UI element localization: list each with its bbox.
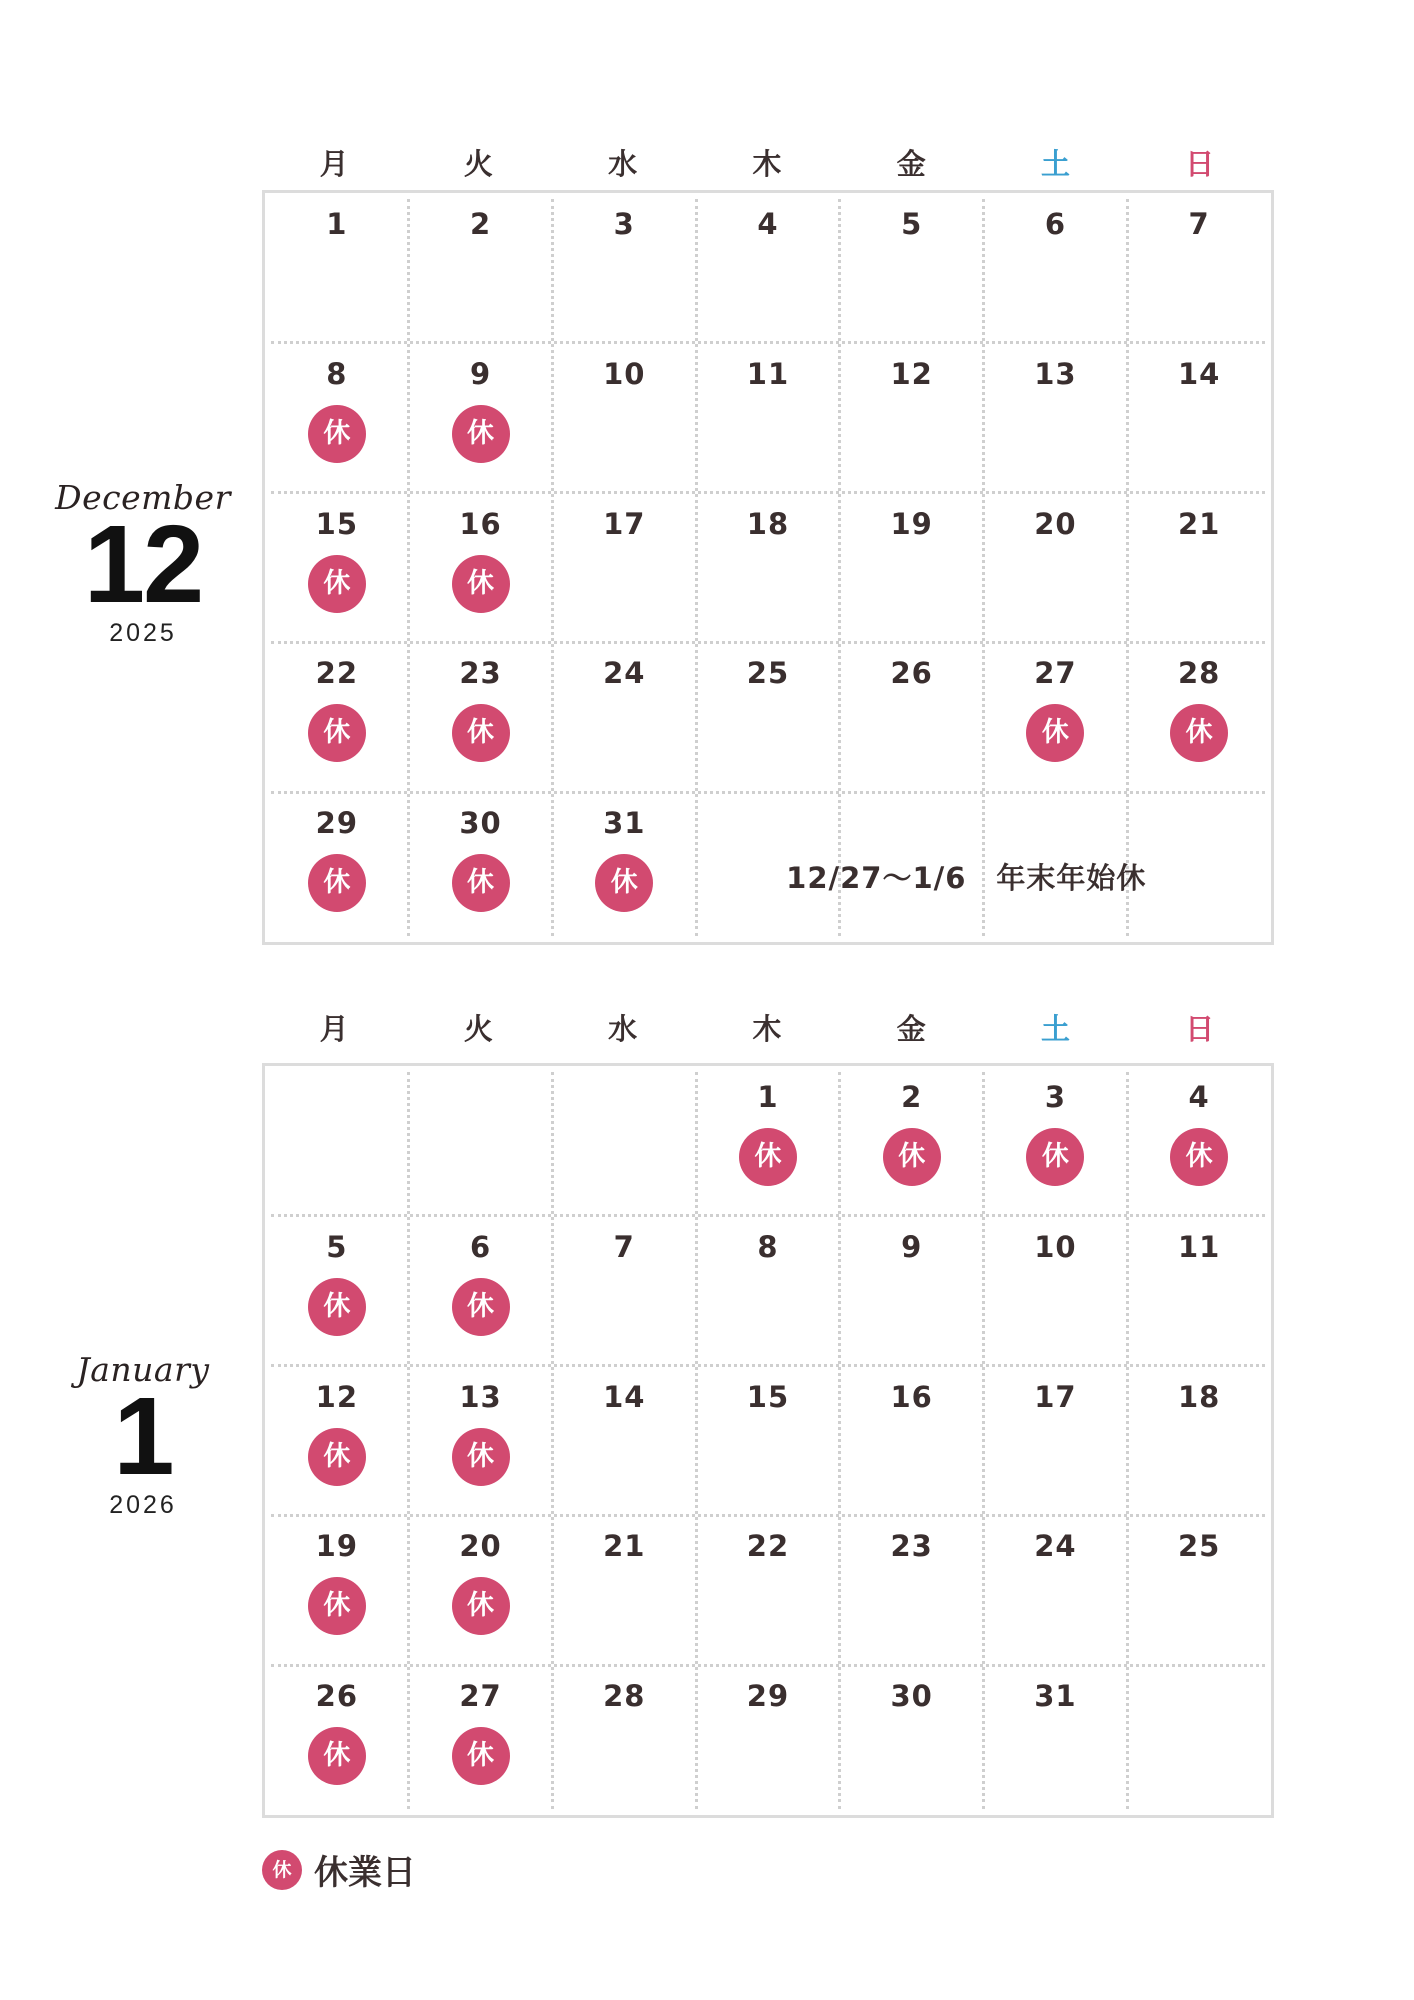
day-cell [696, 193, 840, 343]
day-number: 19 [890, 506, 933, 541]
weekday-sat: 土 [1040, 147, 1070, 181]
day-cell [840, 1216, 984, 1366]
day-number: 15 [315, 506, 359, 541]
day-number: 31 [603, 806, 646, 841]
day-cell [696, 493, 840, 643]
day-cell [696, 642, 840, 792]
weekday-wed: 水 [608, 147, 638, 181]
day-number: 1 [757, 1080, 779, 1114]
weekday-mon: 月 [319, 147, 349, 181]
day-number: 18 [746, 506, 790, 541]
weekday-fri: 金 [896, 1012, 926, 1046]
day-number: 17 [1034, 1379, 1077, 1414]
day-cell [1127, 1066, 1271, 1216]
weekday-mon: 月 [319, 1012, 349, 1046]
holiday-badge: 休 [308, 555, 366, 613]
day-number: 12 [890, 356, 933, 391]
day-number: 21 [1177, 506, 1221, 541]
day-number: 8 [757, 1229, 779, 1264]
day-number: 5 [326, 1229, 348, 1264]
day-cell [696, 1665, 840, 1815]
day-cell [552, 343, 696, 493]
holiday-legend-label: 休業日 [314, 1853, 416, 1893]
day-number: 7 [1188, 207, 1210, 241]
day-cell [265, 1515, 409, 1665]
day-cell [1127, 193, 1271, 343]
day-number: 12 [315, 1379, 359, 1414]
holiday-badge: 休 [308, 854, 366, 912]
holiday-badge: 休 [308, 1278, 366, 1336]
day-number: 8 [326, 356, 348, 391]
january-label [53, 1350, 233, 1520]
day-cell [409, 1216, 553, 1366]
day-cell [552, 1216, 696, 1366]
holiday-badge: 休 [452, 854, 510, 912]
day-cell [265, 193, 409, 343]
day-cell [984, 1515, 1128, 1665]
day-number: 28 [603, 1679, 646, 1714]
day-number: 6 [1044, 207, 1066, 241]
day-number: 9 [469, 356, 492, 391]
day-cell [409, 1066, 553, 1216]
day-cell [984, 1216, 1128, 1366]
holiday-badge: 休 [308, 1428, 366, 1486]
day-cell [840, 1066, 984, 1216]
day-number: 29 [315, 806, 359, 841]
day-cell [552, 493, 696, 643]
day-cell [840, 1366, 984, 1516]
weekday-thu: 木 [752, 147, 782, 181]
day-number: 24 [1034, 1529, 1077, 1564]
day-cell [409, 642, 553, 792]
holiday-badge: 休 [1170, 1128, 1228, 1186]
weekday-sun: 日 [1185, 1012, 1215, 1046]
day-number: 21 [603, 1529, 646, 1564]
january-calendar-grid [262, 1063, 1274, 1818]
day-number: 14 [603, 1379, 646, 1414]
day-cell [409, 193, 553, 343]
day-cell [840, 193, 984, 343]
day-cell [1127, 1515, 1271, 1665]
day-number: 30 [459, 806, 502, 841]
day-number: 20 [459, 1529, 502, 1564]
weekday-header-december [262, 142, 1272, 183]
holiday-legend-badge: 休 [262, 1850, 302, 1890]
day-number: 14 [1177, 356, 1221, 391]
day-cell [984, 642, 1128, 792]
day-cell [265, 642, 409, 792]
day-cell [1127, 642, 1271, 792]
holiday-badge: 休 [308, 1577, 366, 1635]
day-number: 7 [613, 1229, 635, 1264]
weekday-wed: 水 [608, 1012, 638, 1046]
day-cell [984, 493, 1128, 643]
day-cell [409, 792, 553, 942]
day-number: 16 [890, 1379, 933, 1414]
holiday-badge: 休 [452, 1428, 510, 1486]
day-cell [409, 493, 553, 643]
holiday-badge: 休 [308, 1727, 366, 1785]
day-number: 25 [1177, 1529, 1221, 1564]
day-cell [840, 1665, 984, 1815]
day-number: 4 [1188, 1080, 1210, 1114]
day-number: 10 [1034, 1229, 1077, 1264]
weekday-tue: 火 [463, 147, 493, 181]
day-cell [265, 343, 409, 493]
day-number: 20 [1034, 506, 1077, 541]
december-label [53, 478, 233, 648]
holiday-badge: 休 [308, 405, 366, 463]
month-name: January [76, 1350, 210, 1389]
day-cell [984, 343, 1128, 493]
holiday-badge: 休 [452, 704, 510, 762]
weekday-thu: 木 [752, 1012, 782, 1046]
day-cell [696, 1066, 840, 1216]
day-cell [552, 1515, 696, 1665]
day-number: 1 [326, 207, 348, 241]
day-number: 23 [459, 656, 502, 691]
month-year: 2026 [109, 1491, 177, 1519]
day-cell [552, 792, 696, 942]
day-number: 2 [901, 1080, 923, 1114]
day-number: 3 [613, 207, 635, 241]
day-number: 27 [1034, 656, 1077, 691]
day-number: 6 [469, 1229, 492, 1264]
january-grid-inner [265, 1066, 1271, 1815]
day-cell [552, 1665, 696, 1815]
day-number: 29 [746, 1679, 790, 1714]
holiday-badge: 休 [308, 704, 366, 762]
holiday-badge: 休 [452, 1727, 510, 1785]
legend [262, 1845, 416, 1894]
day-cell [1127, 493, 1271, 643]
day-cell [696, 1216, 840, 1366]
holiday-period-note: 12/27〜1/6 年末年始休 [786, 861, 1147, 896]
day-cell [696, 1515, 840, 1665]
day-cell [840, 1515, 984, 1665]
day-number: 11 [1177, 1229, 1221, 1264]
day-cell [552, 193, 696, 343]
december-calendar-grid [262, 190, 1274, 945]
day-cell [552, 1066, 696, 1216]
weekday-header-january [262, 1007, 1272, 1048]
day-number: 3 [1044, 1080, 1066, 1114]
day-cell [984, 193, 1128, 343]
holiday-badge: 休 [1170, 704, 1228, 762]
weekday-sun: 日 [1185, 147, 1215, 181]
day-cell [409, 1366, 553, 1516]
holiday-badge: 休 [452, 1577, 510, 1635]
day-cell [552, 642, 696, 792]
day-number: 27 [459, 1679, 502, 1714]
day-cell [984, 1066, 1128, 1216]
day-cell [409, 1515, 553, 1665]
weekday-fri: 金 [896, 147, 926, 181]
month-number: 12 [83, 503, 203, 626]
day-cell [840, 343, 984, 493]
day-number: 13 [459, 1379, 502, 1414]
month-name: December [55, 478, 231, 517]
day-number: 15 [746, 1379, 790, 1414]
holiday-badge: 休 [739, 1128, 797, 1186]
day-cell [265, 1066, 409, 1216]
holiday-badge: 休 [883, 1128, 941, 1186]
holiday-badge: 休 [595, 854, 653, 912]
holiday-badge: 休 [452, 1278, 510, 1336]
weekday-sat: 土 [1040, 1012, 1070, 1046]
day-number: 22 [315, 656, 359, 691]
holiday-badge: 休 [452, 555, 510, 613]
day-number: 31 [1034, 1679, 1077, 1714]
weekday-tue: 火 [463, 1012, 493, 1046]
day-number: 28 [1177, 656, 1221, 691]
day-number: 9 [901, 1229, 923, 1264]
day-cell [265, 1665, 409, 1815]
month-year: 2025 [109, 619, 177, 647]
december-grid-inner [265, 193, 1271, 942]
holiday-badge: 休 [1026, 704, 1084, 762]
month-number: 1 [113, 1375, 173, 1498]
day-number: 24 [603, 656, 646, 691]
day-number: 17 [603, 506, 646, 541]
day-cell [1127, 343, 1271, 493]
day-cell [696, 1366, 840, 1516]
day-number: 19 [315, 1529, 359, 1564]
day-number: 25 [746, 656, 790, 691]
day-cell [1127, 792, 1271, 942]
day-cell [265, 1216, 409, 1366]
day-number: 4 [757, 207, 779, 241]
day-cell [1127, 1366, 1271, 1516]
day-number: 16 [459, 506, 502, 541]
day-number: 18 [1177, 1379, 1221, 1414]
day-cell [409, 1665, 553, 1815]
day-cell [984, 1665, 1128, 1815]
day-number: 13 [1034, 356, 1077, 391]
day-number: 5 [901, 207, 923, 241]
day-cell [696, 343, 840, 493]
day-number: 22 [746, 1529, 790, 1564]
day-number: 26 [890, 656, 933, 691]
day-number: 23 [890, 1529, 933, 1564]
day-cell [265, 792, 409, 942]
day-number: 11 [746, 356, 790, 391]
day-number: 2 [469, 207, 492, 241]
holiday-badge: 休 [1026, 1128, 1084, 1186]
holiday-badge: 休 [452, 405, 510, 463]
day-number: 10 [603, 356, 646, 391]
day-cell [552, 1366, 696, 1516]
day-cell [1127, 1665, 1271, 1815]
day-cell [409, 343, 553, 493]
day-number: 26 [315, 1679, 359, 1714]
day-cell [984, 1366, 1128, 1516]
day-cell [265, 1366, 409, 1516]
day-cell [840, 493, 984, 643]
day-cell [1127, 1216, 1271, 1366]
day-cell [265, 493, 409, 643]
day-cell [840, 642, 984, 792]
day-number: 30 [890, 1679, 933, 1714]
